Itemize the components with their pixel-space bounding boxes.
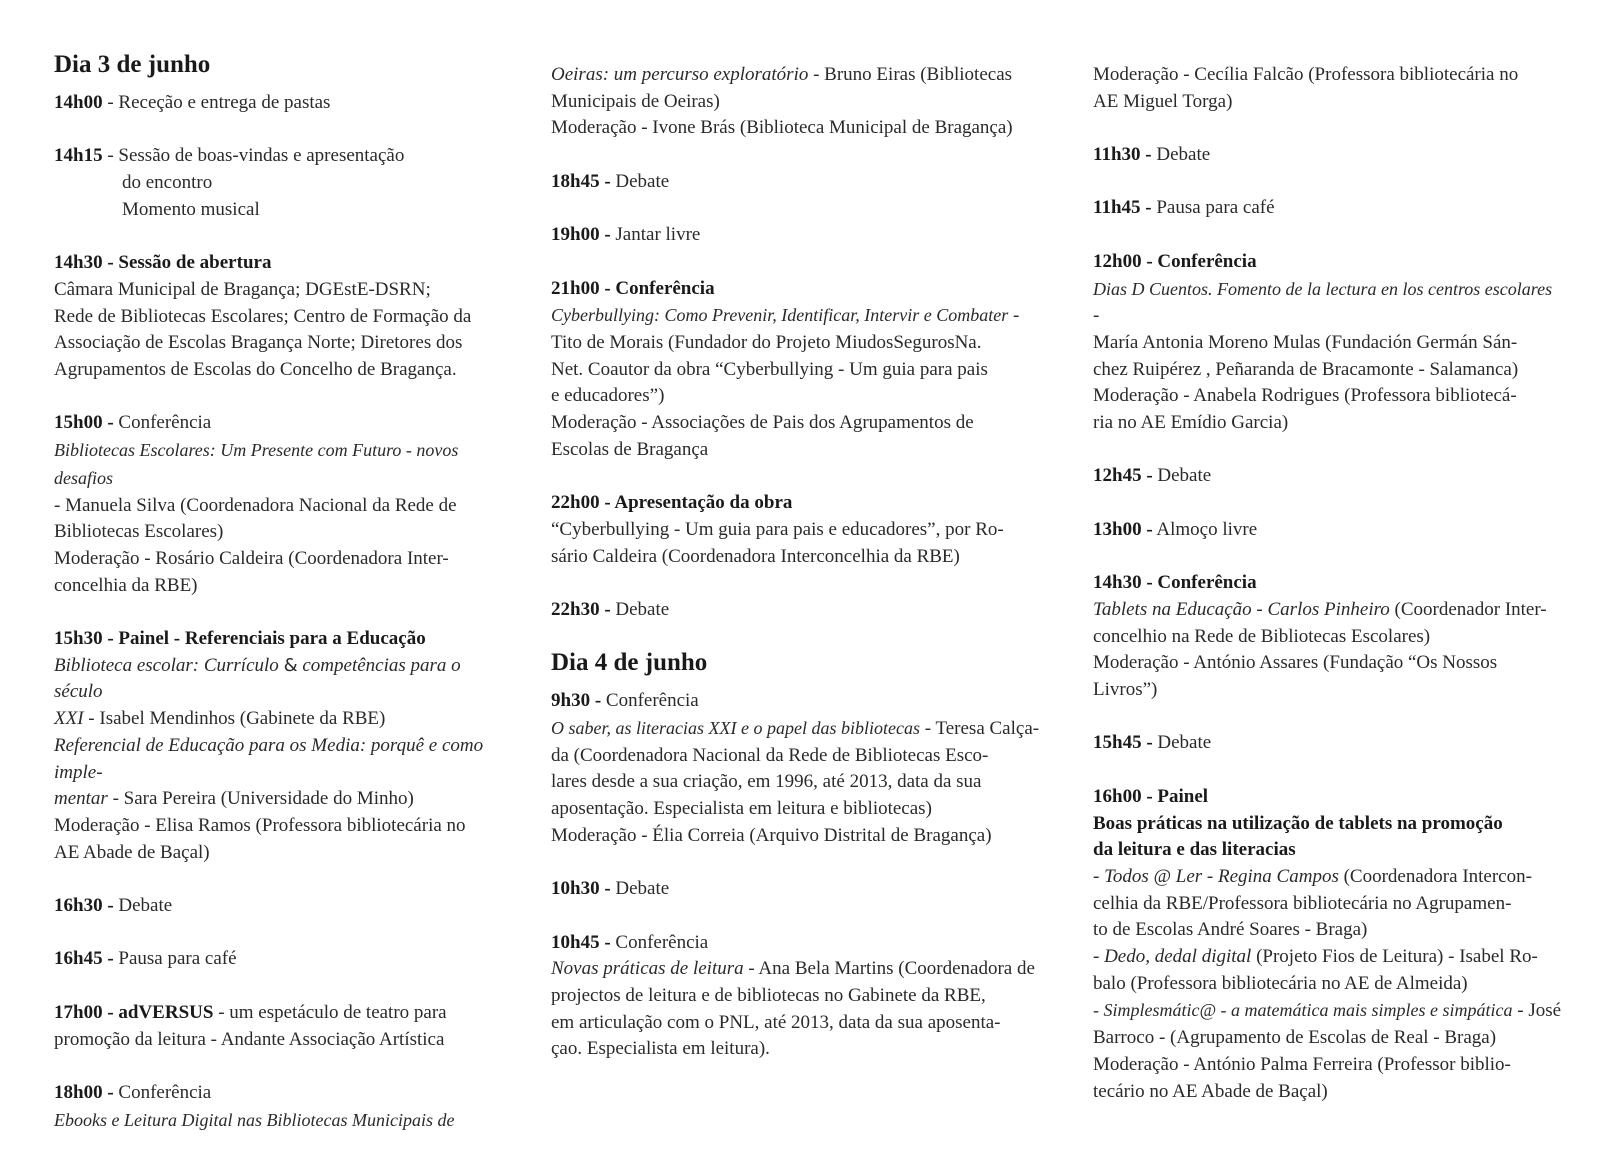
event-title: Cyberbullying: Como Prevenir, Identificar, Intervir e Combater	[551, 305, 1009, 326]
event-text: çao. Especialista em leitura).	[551, 1038, 770, 1060]
event-title: mentar	[54, 788, 108, 810]
event-1300	[1093, 517, 1563, 544]
event-time: 22h00 - Apresentação da obra	[551, 492, 793, 514]
event-text: Livros”)	[1093, 679, 1158, 701]
event-title: O saber, as literacias XXI e o papel das bibliotecas	[551, 718, 920, 739]
event-text: promoção da leitura - Andante Associação Artística	[54, 1028, 445, 1050]
event-text: Debate	[1152, 732, 1212, 754]
event-text: - Sara Pereira (Universidade do Minho)	[107, 788, 414, 810]
event-time: 14h15	[54, 145, 103, 167]
event-type: Conferência	[113, 1081, 212, 1103]
event-1630	[54, 893, 500, 920]
event-text: ria no AE Emídio Garcia)	[1093, 412, 1289, 434]
event-1600	[1093, 784, 1563, 1105]
event-1700	[54, 1000, 500, 1053]
event-text: Tito de Morais (Fundador do Projeto MiudosSegurosNa.	[551, 331, 982, 353]
event-title: Bibliotecas Escolares: Um Presente com Futuro - novos desafios	[54, 440, 459, 488]
event-text: balo (Professora bibliotecária no AE de Almeida)	[1093, 972, 1468, 994]
panel-heading: Boas práticas na utilização de tablets na promoção	[1093, 812, 1503, 834]
event-text: Momento musical	[122, 198, 260, 220]
event-title: - Dedo, dedal digital	[1093, 946, 1252, 968]
event-time: 14h30 - Sessão de abertura	[54, 252, 272, 274]
event-text: Moderação - Cecília Falcão (Professora bibliotecária no	[1093, 64, 1519, 85]
event-text: Debate	[1151, 144, 1211, 166]
event-text: Associação de Escolas Bragança Norte; Diretores dos	[54, 332, 463, 354]
event-1430	[54, 250, 500, 384]
event-time: 15h30 - Painel - Referenciais para a Educação	[54, 628, 426, 649]
event-text: Moderação - Associações de Pais dos Agrupamentos de	[551, 412, 974, 434]
event-title: competências para o século	[54, 654, 461, 703]
event-text: - Manuela Silva (Coordenadora Nacional da Rede de	[54, 494, 457, 516]
event-text: Net. Coautor da obra “Cyberbullying - Um guia para pais	[551, 358, 988, 380]
event-text: Pausa para café	[113, 948, 237, 970]
event-time: 15h45 -	[1093, 732, 1153, 754]
event-1800	[54, 1080, 500, 1134]
event-time: 9h30 -	[551, 690, 602, 712]
ampersand: &	[283, 654, 298, 676]
event-text: Almoço livre	[1152, 518, 1258, 540]
event-text: Moderação - Rosário Caldeira (Coordenadora Inter-	[54, 547, 449, 569]
event-time: 21h00 - Conferência	[551, 277, 715, 299]
event-text: Moderação - António Palma Ferreira (Professor biblio-	[1093, 1053, 1511, 1075]
event-text: Debate	[1152, 465, 1212, 487]
event-time: 16h45 -	[54, 948, 114, 970]
event-text: Agrupamentos de Escolas do Concelho de Bragança.	[54, 359, 457, 380]
event-time: 10h45 -	[551, 931, 611, 953]
event-time: 16h00 - Painel	[1093, 785, 1209, 807]
column-3	[1093, 62, 1563, 1132]
event-text: (Coordenador Inter-	[1389, 598, 1547, 620]
event-text: projectos de leitura e de bibliotecas no Gabinete da RBE,	[551, 985, 986, 1007]
event-type: Conferência	[113, 412, 212, 434]
event-1530	[54, 626, 500, 866]
event-2200	[551, 490, 1043, 570]
event-time: 10h30 -	[551, 878, 611, 900]
event-text: María Antonia Moreno Mulas (Fundación Germán Sán-	[1093, 331, 1518, 353]
event-text: Barroco - (Agrupamento de Escolas de Real - Braga)	[1093, 1027, 1497, 1049]
event-title: Tablets na Educação - Carlos Pinheiro	[1093, 598, 1390, 620]
separator: -	[1008, 305, 1020, 327]
event-time: 22h30 -	[551, 598, 611, 620]
event-title: Dias D Cuentos. Fomento de la lectura en los centros escolares	[1093, 278, 1553, 299]
day-heading: Dia 3 de junho	[54, 51, 211, 78]
event-type: Conferência	[610, 931, 709, 953]
event-1900	[551, 222, 1043, 249]
event-text: - Bruno Eiras (Bibliotecas	[808, 64, 1013, 85]
event-text: concelhia da RBE)	[54, 574, 198, 596]
event-time: 18h00 -	[54, 1081, 114, 1103]
event-title: - Simplesmátic@ - a matemática mais simples e simpática	[1093, 1000, 1513, 1021]
event-time: 19h00 -	[551, 224, 611, 246]
event-text: to de Escolas André Soares - Braga)	[1093, 919, 1368, 941]
separator: -	[102, 145, 119, 167]
event-1045	[551, 930, 1043, 1064]
event-text: (Coordenadora Intercon-	[1338, 865, 1532, 887]
event-text: sário Caldeira (Coordenadora Interconcelhia da RBE)	[551, 545, 960, 567]
event-type: Conferência	[601, 690, 699, 712]
event-time: 14h30 - Conferência	[1093, 572, 1257, 594]
event-text: Debate	[610, 598, 670, 620]
event-text: Bibliotecas Escolares)	[54, 521, 224, 543]
event-time: 15h00 -	[54, 412, 114, 434]
separator: -	[102, 92, 119, 113]
event-1545	[1093, 730, 1563, 757]
event-1845	[551, 169, 1043, 196]
event-title: Oeiras: um percurso exploratório	[551, 64, 809, 85]
event-text: - Isabel Mendinhos (Gabinete da RBE)	[83, 708, 386, 730]
event-title: Ebooks e Leitura Digital nas Bibliotecas Municipais de	[54, 1109, 455, 1130]
event-1045-continued	[1093, 62, 1563, 115]
event-1430-day2	[1093, 570, 1563, 704]
event-text: Debate	[610, 170, 670, 192]
event-text: - Ana Bela Martins (Coordenadora de	[743, 958, 1035, 980]
event-time: 12h45 -	[1093, 465, 1153, 487]
event-text: - Teresa Calça-	[919, 718, 1040, 740]
event-title: XXI	[54, 708, 84, 730]
event-text: Câmara Municipal de Bragança; DGEstE-DSRN;	[54, 278, 431, 300]
event-text: Pausa para café	[1151, 197, 1275, 219]
event-text: concelhio na Rede de Bibliotecas Escolares)	[1093, 625, 1431, 647]
event-text: Municipais de Oeiras)	[551, 90, 720, 112]
event-2100	[551, 276, 1043, 464]
event-1030	[551, 876, 1043, 903]
event-1415	[54, 143, 500, 223]
event-text: Sessão de boas-vindas e apresentação	[118, 145, 405, 167]
event-text: (Projeto Fios de Leitura) - Isabel Ro-	[1251, 946, 1538, 968]
event-text: Moderação - Anabela Rodrigues (Professora bibliotecá-	[1093, 385, 1517, 407]
event-text: - José	[1512, 1000, 1562, 1022]
event-text: chez Ruipérez , Peñaranda de Bracamonte - Salamanca)	[1093, 358, 1519, 380]
event-time: 14h00	[54, 92, 103, 113]
event-text: e educadores”)	[551, 385, 665, 407]
event-title: Biblioteca escolar: Currículo	[54, 654, 284, 676]
event-text: Debate	[610, 878, 670, 900]
event-1500	[54, 410, 500, 599]
event-text: Moderação - Elisa Ramos (Professora bibliotecária no	[54, 814, 466, 836]
event-time: 18h45 -	[551, 170, 611, 192]
event-title: Referencial de Educação para os Media: porquê e como imple-	[54, 734, 484, 783]
event-text: Receção e entrega de pastas	[118, 92, 331, 113]
event-time: 16h30 -	[54, 895, 114, 917]
event-1145	[1093, 195, 1563, 222]
separator: -	[1093, 305, 1100, 327]
event-text: Escolas de Bragança	[551, 438, 709, 460]
event-text: em articulação com o PNL, até 2013, data da sua aposenta-	[551, 1011, 1001, 1033]
event-text: tecário no AE Abade de Baçal)	[1093, 1080, 1328, 1102]
panel-heading: da leitura e das literacias	[1093, 839, 1296, 861]
event-2230	[551, 597, 1043, 624]
event-1200	[1093, 249, 1563, 437]
event-time: 12h00 - Conferência	[1093, 250, 1257, 272]
event-text: “Cyberbullying - Um guia para pais e educadores”, por Ro-	[551, 518, 1004, 540]
event-text: Moderação - Élia Correia (Arquivo Distrital de Bragança)	[551, 824, 992, 846]
column-2	[551, 62, 1043, 1090]
event-text: celhia da RBE/Professora bibliotecária no Agrupamen-	[1093, 892, 1512, 914]
column-1	[54, 48, 500, 1161]
event-text: Moderação - António Assares (Fundação “Os Nossos	[1093, 652, 1498, 674]
event-1645	[54, 946, 500, 973]
event-text: aposentação. Especialista em leitura e bibliotecas)	[551, 798, 932, 820]
event-text: do encontro	[122, 172, 213, 194]
event-0930	[551, 688, 1043, 849]
event-1245	[1093, 463, 1563, 490]
event-time: 11h30 -	[1093, 144, 1152, 166]
event-title: - Todos @ Ler - Regina Campos	[1093, 865, 1339, 887]
event-text: AE Miguel Torga)	[1093, 90, 1233, 112]
event-time: 13h00 -	[1093, 518, 1153, 540]
day-heading: Dia 4 de junho	[551, 649, 708, 677]
event-text: Debate	[113, 895, 173, 917]
event-1800-continued	[551, 62, 1043, 142]
event-1400	[54, 90, 500, 117]
event-text: lares desde a sua criação, em 1996, até 2013, data da sua	[551, 771, 982, 793]
event-text: da (Coordenadora Nacional da Rede de Bibliotecas Esco-	[551, 744, 989, 766]
event-time: 11h45 -	[1093, 197, 1152, 219]
event-text: AE Abade de Baçal)	[54, 841, 210, 863]
event-text: Moderação - Ivone Brás (Biblioteca Municipal de Bragança)	[551, 117, 1013, 139]
event-time: 17h00 - adVERSUS	[54, 1001, 214, 1023]
event-text: Rede de Bibliotecas Escolares; Centro de Formação da	[54, 305, 472, 327]
event-text: Jantar livre	[610, 224, 701, 246]
event-1130	[1093, 142, 1563, 169]
event-text: - um espetáculo de teatro para	[213, 1001, 447, 1023]
event-title: Novas práticas de leitura	[551, 958, 744, 980]
